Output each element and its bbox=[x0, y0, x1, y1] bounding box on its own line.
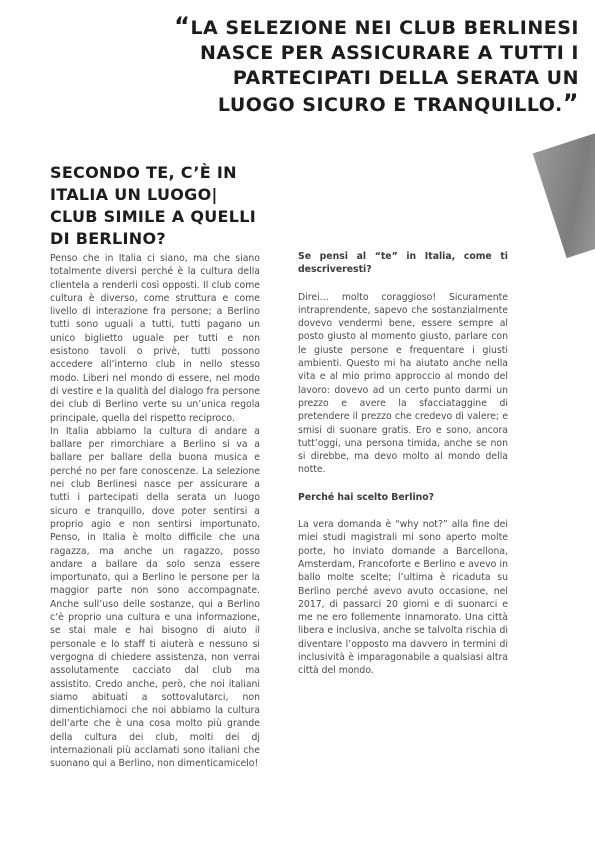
pull-quote bbox=[159, 14, 579, 118]
question-heading: Perché hai scelto Berlino? bbox=[298, 491, 435, 503]
answer-paragraph: La vera domanda è “why not?” alla fine dei miei studi magistrali mi sono aperto molte porte, ho inviato domande a Barcellona, Amsterdam, Francoforte e Berlino e avevo in ballo molte scelte; l’ultima è ricaduta su Berlino perché avevo avuto occasione, nel 2017, di passarci 20 giorni e di suonarci e me ne ero follemente innamorato. Una città libera e inclusiva, anche se talvolta rischia di diventare l’opposto ma davvero in termini di inclusività è imparagonabile a qualsiasi altra città del mondo. bbox=[298, 519, 508, 677]
left-column bbox=[50, 252, 260, 771]
paragraph: In Italia abbiamo la cultura di andare a ballare per rimorchiare a Berlino si va a ballare per ballare della buona musica e perché no per fare conoscenze. La selezione nei club Berlinesi nasce per assicurare a tutti i partecipati della serata un luogo sicuro e tranquillo, dove poter sentirsi a proprio agio e non sentirsi importunato. Penso, in Italia è molto difficile che una ragazza, ma anche un ragazzo, posso andare a ballare da solo senza essere importunato, qui a Berlino le persone per la maggior parte non sono accompagnate. Anche sull’uso delle sostanze, qui a Berlino c’è proprio una cultura e una informazione, se stai male e hai bisogno di aiuto il personale e lo staff ti aiuterà e nessuno si vergogna di chiedere assistenza, non verrai assolutamente cacciato dal club ma assistito. Credo anche, però, che noi italiani siamo abituati a sottovalutarci, non dimentichiamoci che noi abbiamo la cultura dell’arte che è una cosa molto più grande della cultura dei club, molti dei dj internazionali più acclamati sono italiani che suonano qui a Berlino, non dimenticamicelo! bbox=[50, 425, 260, 770]
answer-paragraph: Direi… molto coraggioso! Sicuramente intraprendente, sapevo che sostanzialmente dovevo vendermi bene, essere sempre al posto giusto al momento giusto, parlare con le giuste persone e frequentare i giusti ambienti. Questo mi ha aiutato anche nella vita e al mio primo approccio al mondo del lavoro: dovevo ad un certo punto darmi un prezzo e avere la sfacciataggine di pretendere il prezzo che credevo di valere; e smisi di suonare gratis. Ero e sono, ancora tutt’oggi, una persona timida, anche se non si direbbe, ma devo molto al mondo della notte. bbox=[298, 291, 508, 476]
question-heading: Se pensi al “te” in Italia, come ti descriveresti? bbox=[298, 251, 508, 276]
pull-quote-text: LA SELEZIONE NEI CLUB BERLINESI NASCE PER ASSICURARE A TUTTI I PARTECIPATI DELLA SERATA UN LUOGO SICURO E TRANQUILLO. bbox=[190, 17, 579, 116]
right-column bbox=[298, 250, 508, 692]
quote-open-mark: “ bbox=[174, 12, 191, 40]
paragraph: Penso che in Italia ci siano, ma che siano totalmente diversi perché è la cultura della clientela a renderli così opposti. Il club come cultura è diverso, come struttura e come livello di interazione fra persone; a Berlino tutti sono uguali a tutti, tutti pagano un unico biglietto uguale per tutti e non esistono tavoli o privè, tutti possono accedere all’interno club in nello stesso modo. Liberi nel mondo di essere, nel modo di vestire e la qualità del dialogo fra persone dei club di Berlino verte su un’unica regola principale, quella del rispetto reciproco. bbox=[50, 253, 260, 424]
tape-decoration bbox=[533, 132, 595, 258]
section-heading: SECONDO TE, C’È IN ITALIA UN LUOGO| CLUB SIMILE A QUELLI DI BERLINO? bbox=[50, 163, 256, 248]
quote-close-mark: ” bbox=[562, 89, 579, 117]
